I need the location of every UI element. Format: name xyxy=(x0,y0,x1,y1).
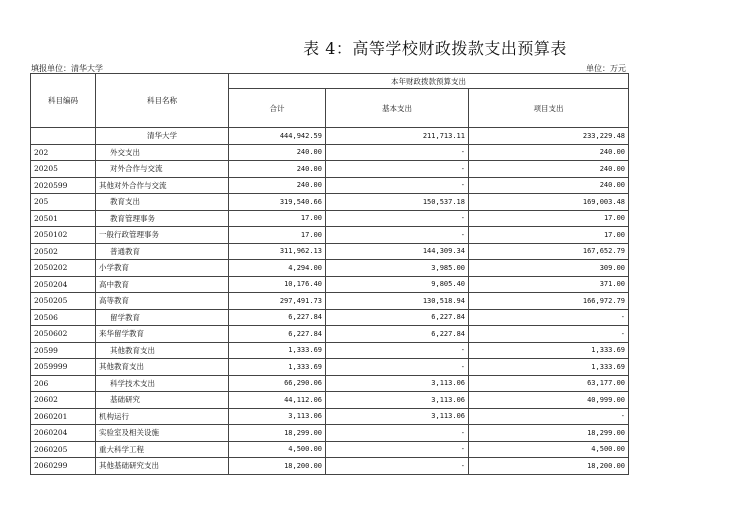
total-cell: 240.00 xyxy=(229,161,326,178)
basic-cell: 3,985.00 xyxy=(326,260,469,277)
table-row xyxy=(31,194,629,211)
header-group: 本年财政拨款预算支出 xyxy=(229,74,629,89)
table-row xyxy=(31,326,629,343)
total-cell: 6,227.84 xyxy=(229,326,326,343)
project-cell: 166,972.79 xyxy=(469,293,629,310)
basic-cell: 3,113.06 xyxy=(326,408,469,425)
name-cell: 其他基础研究支出 xyxy=(96,458,229,475)
table-row xyxy=(31,342,629,359)
project-cell: 371.00 xyxy=(469,276,629,293)
project-cell: - xyxy=(469,408,629,425)
total-cell: 6,227.84 xyxy=(229,309,326,326)
name-cell: 教育管理事务 xyxy=(96,210,229,227)
total-cell: 319,540.66 xyxy=(229,194,326,211)
total-cell: 240.00 xyxy=(229,177,326,194)
basic-cell: 3,113.06 xyxy=(326,375,469,392)
total-cell: 4,294.00 xyxy=(229,260,326,277)
header-name: 科目名称 xyxy=(96,74,229,128)
basic-cell: - xyxy=(326,144,469,161)
budget-table xyxy=(30,73,629,475)
project-cell: 169,003.48 xyxy=(469,194,629,211)
basic-cell: 9,805.40 xyxy=(326,276,469,293)
table-row xyxy=(31,441,629,458)
project-cell: 18,299.00 xyxy=(469,425,629,442)
code-cell: 20501 xyxy=(31,210,96,227)
table-row xyxy=(31,309,629,326)
basic-cell: - xyxy=(326,177,469,194)
project-cell: 240.00 xyxy=(469,161,629,178)
project-cell: 40,999.00 xyxy=(469,392,629,409)
table-row xyxy=(31,144,629,161)
project-cell: 309.00 xyxy=(469,260,629,277)
code-cell: 2060299 xyxy=(31,458,96,475)
header-project: 项目支出 xyxy=(469,89,629,128)
table-row xyxy=(31,425,629,442)
total-cell: 1,333.69 xyxy=(229,342,326,359)
basic-cell: 130,518.94 xyxy=(326,293,469,310)
total-cell: 3,113.06 xyxy=(229,408,326,425)
name-cell: 一般行政管理事务 xyxy=(96,227,229,244)
name-cell: 高等教育 xyxy=(96,293,229,310)
basic-cell: - xyxy=(326,210,469,227)
code-cell: 2060201 xyxy=(31,408,96,425)
project-cell: 17.00 xyxy=(469,227,629,244)
code-cell: 2050205 xyxy=(31,293,96,310)
name-cell: 重大科学工程 xyxy=(96,441,229,458)
table-row xyxy=(31,408,629,425)
basic-cell: 6,227.84 xyxy=(326,326,469,343)
code-cell: 20502 xyxy=(31,243,96,260)
table-row xyxy=(31,227,629,244)
code-cell: 2020599 xyxy=(31,177,96,194)
total-cell: 1,333.69 xyxy=(229,359,326,376)
name-cell: 外交支出 xyxy=(96,144,229,161)
page-title: 表 4：高等学校财政拨款支出预算表 xyxy=(303,39,567,58)
name-cell: 教育支出 xyxy=(96,194,229,211)
table-row xyxy=(31,293,629,310)
total-cell: 297,491.73 xyxy=(229,293,326,310)
basic-cell: - xyxy=(326,161,469,178)
project-cell: 1,333.69 xyxy=(469,359,629,376)
total-cell: 240.00 xyxy=(229,144,326,161)
code-cell: 202 xyxy=(31,144,96,161)
total-cell: 18,200.00 xyxy=(229,458,326,475)
code-cell: 20599 xyxy=(31,342,96,359)
code-cell: 20602 xyxy=(31,392,96,409)
project-cell: 233,229.48 xyxy=(469,128,629,145)
basic-cell: 211,713.11 xyxy=(326,128,469,145)
name-cell: 其他教育支出 xyxy=(96,359,229,376)
code-cell: 205 xyxy=(31,194,96,211)
project-cell: 17.00 xyxy=(469,210,629,227)
basic-cell: - xyxy=(326,441,469,458)
name-cell: 机构运行 xyxy=(96,408,229,425)
code-cell: 2050202 xyxy=(31,260,96,277)
project-cell: 167,652.79 xyxy=(469,243,629,260)
project-cell: 4,500.00 xyxy=(469,441,629,458)
header-basic: 基本支出 xyxy=(326,89,469,128)
basic-cell: 3,113.06 xyxy=(326,392,469,409)
name-cell: 来华留学教育 xyxy=(96,326,229,343)
reporting-unit: 填报单位：清华大学 xyxy=(31,64,103,73)
basic-cell: - xyxy=(326,227,469,244)
header-total: 合计 xyxy=(229,89,326,128)
name-cell: 对外合作与交流 xyxy=(96,161,229,178)
name-cell: 清华大学 xyxy=(96,128,229,145)
name-cell: 其他教育支出 xyxy=(96,342,229,359)
table-row xyxy=(31,177,629,194)
code-cell: 2050102 xyxy=(31,227,96,244)
code-cell: 2060204 xyxy=(31,425,96,442)
table-row xyxy=(31,276,629,293)
basic-cell: - xyxy=(326,342,469,359)
code-cell: 2060205 xyxy=(31,441,96,458)
name-cell: 小学教育 xyxy=(96,260,229,277)
project-cell: - xyxy=(469,309,629,326)
code-cell xyxy=(31,128,96,145)
basic-cell: - xyxy=(326,458,469,475)
table-row xyxy=(31,243,629,260)
currency-unit: 单位：万元 xyxy=(586,64,626,73)
name-cell: 其他对外合作与交流 xyxy=(96,177,229,194)
table-row xyxy=(31,210,629,227)
project-cell: 1,333.69 xyxy=(469,342,629,359)
basic-cell: 150,537.18 xyxy=(326,194,469,211)
table-row xyxy=(31,375,629,392)
name-cell: 实验室及相关设施 xyxy=(96,425,229,442)
table-row xyxy=(31,161,629,178)
table-row xyxy=(31,128,629,145)
total-cell: 4,500.00 xyxy=(229,441,326,458)
project-cell: 63,177.00 xyxy=(469,375,629,392)
total-cell: 44,112.06 xyxy=(229,392,326,409)
code-cell: 2050602 xyxy=(31,326,96,343)
table-row xyxy=(31,260,629,277)
name-cell: 科学技术支出 xyxy=(96,375,229,392)
code-cell: 2050204 xyxy=(31,276,96,293)
project-cell: 240.00 xyxy=(469,144,629,161)
basic-cell: - xyxy=(326,359,469,376)
name-cell: 高中教育 xyxy=(96,276,229,293)
code-cell: 2059999 xyxy=(31,359,96,376)
table-row xyxy=(31,392,629,409)
code-cell: 206 xyxy=(31,375,96,392)
basic-cell: 144,309.34 xyxy=(326,243,469,260)
project-cell: 18,200.00 xyxy=(469,458,629,475)
total-cell: 17.00 xyxy=(229,227,326,244)
name-cell: 留学教育 xyxy=(96,309,229,326)
total-cell: 311,962.13 xyxy=(229,243,326,260)
header-code: 科目编码 xyxy=(31,74,96,128)
basic-cell: - xyxy=(326,425,469,442)
basic-cell: 6,227.84 xyxy=(326,309,469,326)
name-cell: 基础研究 xyxy=(96,392,229,409)
name-cell: 普通教育 xyxy=(96,243,229,260)
code-cell: 20205 xyxy=(31,161,96,178)
total-cell: 10,176.40 xyxy=(229,276,326,293)
project-cell: 240.00 xyxy=(469,177,629,194)
total-cell: 18,299.00 xyxy=(229,425,326,442)
table-row xyxy=(31,458,629,475)
code-cell: 20506 xyxy=(31,309,96,326)
total-cell: 444,942.59 xyxy=(229,128,326,145)
table-row xyxy=(31,359,629,376)
total-cell: 66,290.06 xyxy=(229,375,326,392)
project-cell: - xyxy=(469,326,629,343)
total-cell: 17.00 xyxy=(229,210,326,227)
